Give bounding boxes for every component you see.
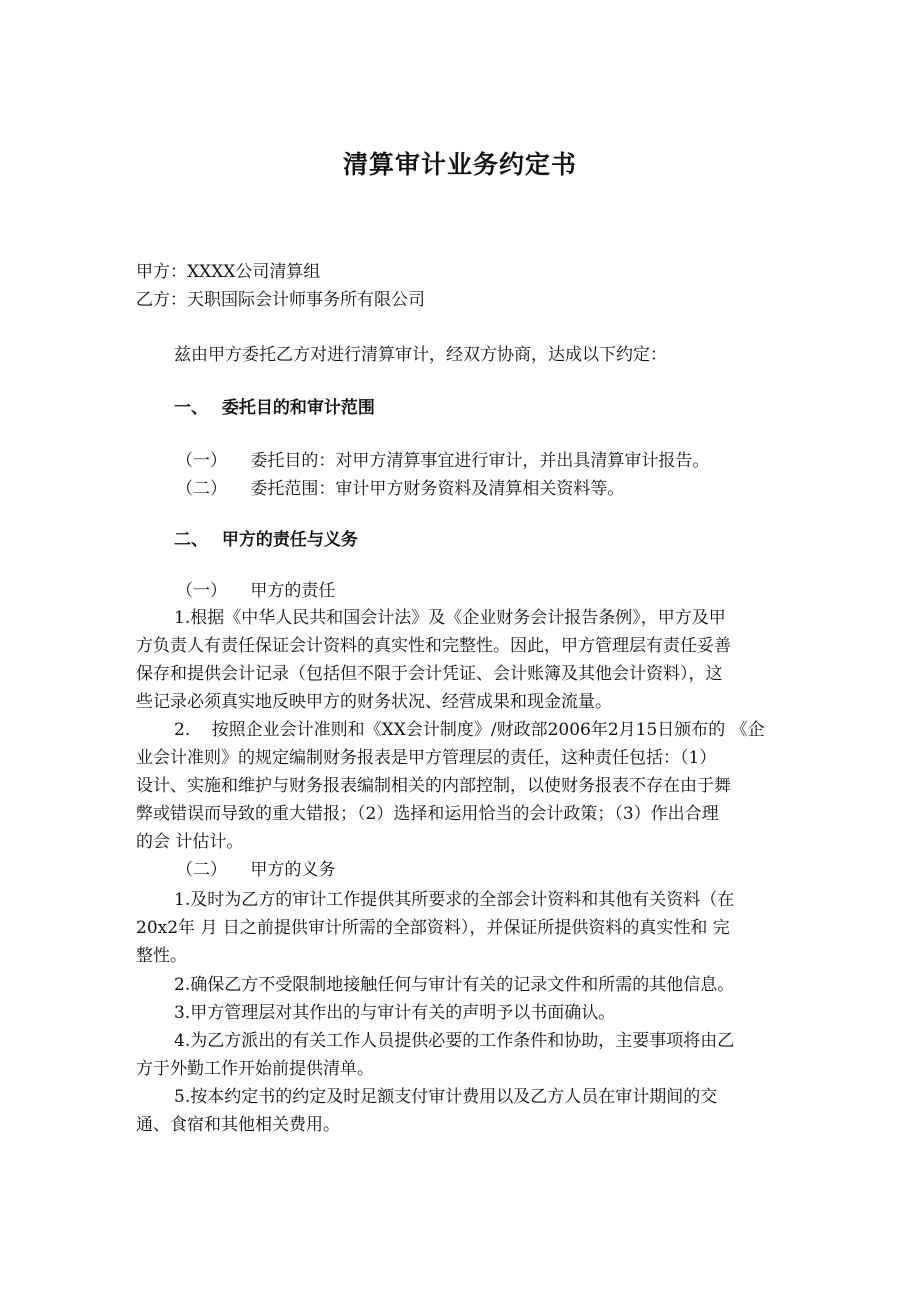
item-text: 委托范围：审计甲方财务资料及清算相关资料等。: [250, 479, 625, 499]
obligation-1-line: 1.及时为乙方的审计工作提供其所要求的全部会计资料和其他有关资料（在: [174, 890, 735, 910]
section-2-title: 甲方的责任与义务: [221, 530, 358, 550]
responsibility-2-line: 业会计准则》的规定编制财务报表是甲方管理层的责任，这种责任包括：（1）: [136, 748, 717, 768]
section-1-item-2: [176, 479, 624, 499]
responsibility-2-line: 弊或错误而导致的重大错报；（2）选择和运用恰当的会计政策；（3）作出合理: [136, 804, 719, 824]
obligation-4-line: 方于外勤工作开始前提供清单。: [136, 1059, 374, 1079]
responsibility-1-line: 保存和提供会计记录（包括但不限于会计凭证、会计账簿及其他会计资料），这: [136, 664, 723, 684]
subsection-label: （一）: [176, 581, 227, 601]
item-label: （一）: [176, 451, 227, 471]
obligation-5-line: 5.按本约定书的约定及时足额支付审计费用以及乙方人员在审计期间的交: [174, 1087, 718, 1107]
item-label: （二）: [176, 479, 227, 499]
responsibility-1-line: 1.根据《中华人民共和国会计法》及《企业财务会计报告条例》，甲方及甲: [174, 608, 726, 628]
section-1-item-1: [176, 451, 709, 471]
section-2-heading: [174, 530, 358, 550]
obligation-5-line: 通、食宿和其他相关费用。: [136, 1115, 340, 1135]
responsibility-2-line: 的会 计估计。: [136, 832, 244, 852]
page-title: 清算审计业务约定书: [342, 150, 577, 179]
paragraph-text: 按照企业会计准则和《XX会计制度》/财政部2006年2月15日颁布的 《企: [211, 720, 765, 740]
section-1-heading: [174, 398, 375, 418]
section-1-number: 一、: [174, 398, 208, 418]
obligation-2: 2.确保乙方不受限制地接触任何与审计有关的记录文件和所需的其他信息。: [174, 975, 735, 995]
responsibility-2-first-line: [174, 720, 765, 740]
subsection-label: （二）: [176, 860, 227, 880]
paragraph-number: 2.: [174, 720, 191, 740]
subsection-obligation: [176, 860, 335, 880]
section-1-title: 委托目的和审计范围: [221, 398, 375, 418]
subsection-title: 甲方的义务: [250, 860, 336, 880]
responsibility-1-line: 方负责人有责任保证会计资料的真实性和完整性。因此，甲方管理层有责任妥善: [136, 636, 731, 656]
section-2-number: 二、: [174, 530, 208, 550]
subsection-responsibility: [176, 581, 335, 601]
obligation-3: 3.甲方管理层对其作出的与审计有关的声明予以书面确认。: [174, 1003, 616, 1023]
obligation-1-line: 整性。: [136, 946, 187, 966]
obligation-4-line: 4.为乙方派出的有关工作人员提供必要的工作条件和协助，主要事项将由乙: [174, 1031, 735, 1051]
subsection-title: 甲方的责任: [250, 581, 336, 601]
party-a: 甲方：XXXX公司清算组: [136, 262, 321, 282]
obligation-1-line: 20x2年 月 日之前提供审计所需的全部资料），并保证所提供资料的真实性和 完: [136, 918, 730, 938]
responsibility-2-line: 设计、实施和维护与财务报表编制相关的内部控制，以使财务报表不存在由于舞: [136, 776, 731, 796]
party-b: 乙方：天职国际会计师事务所有限公司: [136, 290, 425, 310]
intro-paragraph: 兹由甲方委托乙方对进行清算审计，经双方协商，达成以下约定：: [174, 345, 667, 365]
item-text: 委托目的：对甲方清算事宜进行审计，并出具清算审计报告。: [250, 451, 710, 471]
responsibility-1-line: 些记录必须真实地反映甲方的财务状况、经营成果和现金流量。: [136, 692, 612, 712]
